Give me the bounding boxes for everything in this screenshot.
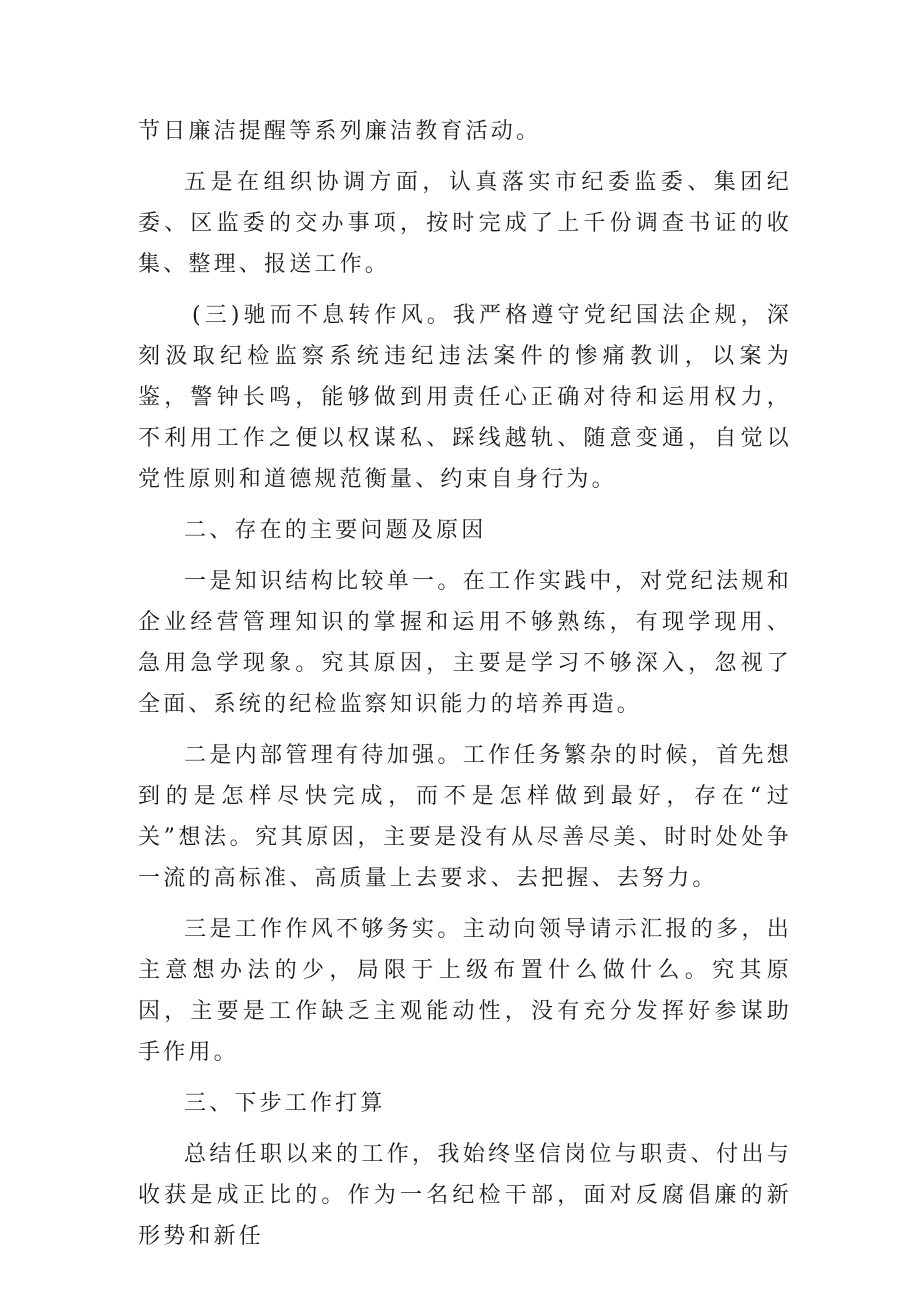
paragraph-problem-one: 一是知识结构比较单一。在工作实践中，对党纪法规和企业经营管理知识的掌握和运用不够熟练，有现学现用、急用急学现象。究其原因，主要是学习不够深入，忽视了全面、系统的纪检监察知识能力的培养再造。 xyxy=(138,569,792,717)
paragraph-section-three: (三)驰而不息转作风。我严格遵守党纪国法企规，深刻汲取纪检监察系统违纪违法案件的惨痛教训，以案为鉴，警钟长鸣，能够做到用责任心正确对待和运用权力，不利用工作之便以权谋私、踩线越轨、随意变通，自觉以党性原则和道德规范衡量、约束自身行为。 xyxy=(138,303,792,492)
paragraph-problem-two: 二是内部管理有待加强。工作任务繁杂的时候，首先想到的是怎样尽快完成，而不是怎样做到最好，存在“过关”想法。究其原因，主要是没有从尽善尽美、时时处处争一流的高标准、高质量上去要求、去把握、去努力。 xyxy=(138,743,792,891)
heading-problems: 二、存在的主要问题及原因 xyxy=(184,518,487,543)
paragraph-item-five: 五是在组织协调方面，认真落实市纪委监委、集团纪委、区监委的交办事项，按时完成了上千份调查书证的收集、整理、报送工作。 xyxy=(138,170,792,277)
paragraph-summary: 总结任职以来的工作，我始终坚信岗位与职责、付出与收获是成正比的。作为一名纪检干部，面对反腐倡廉的新形势和新任 xyxy=(138,1142,792,1249)
paragraph-problem-three: 三是工作作风不够务实。主动向领导请示汇报的多，出主意想办法的少，局限于上级布置什么做什么。究其原因，主要是工作缺乏主观能动性，没有充分发挥好参谋助手作用。 xyxy=(138,917,792,1065)
paragraph-continuation: 节日廉洁提醒等系列廉洁教育活动。 xyxy=(138,119,542,144)
document-body xyxy=(138,111,792,1267)
heading-next-steps: 三、下步工作打算 xyxy=(184,1091,386,1116)
